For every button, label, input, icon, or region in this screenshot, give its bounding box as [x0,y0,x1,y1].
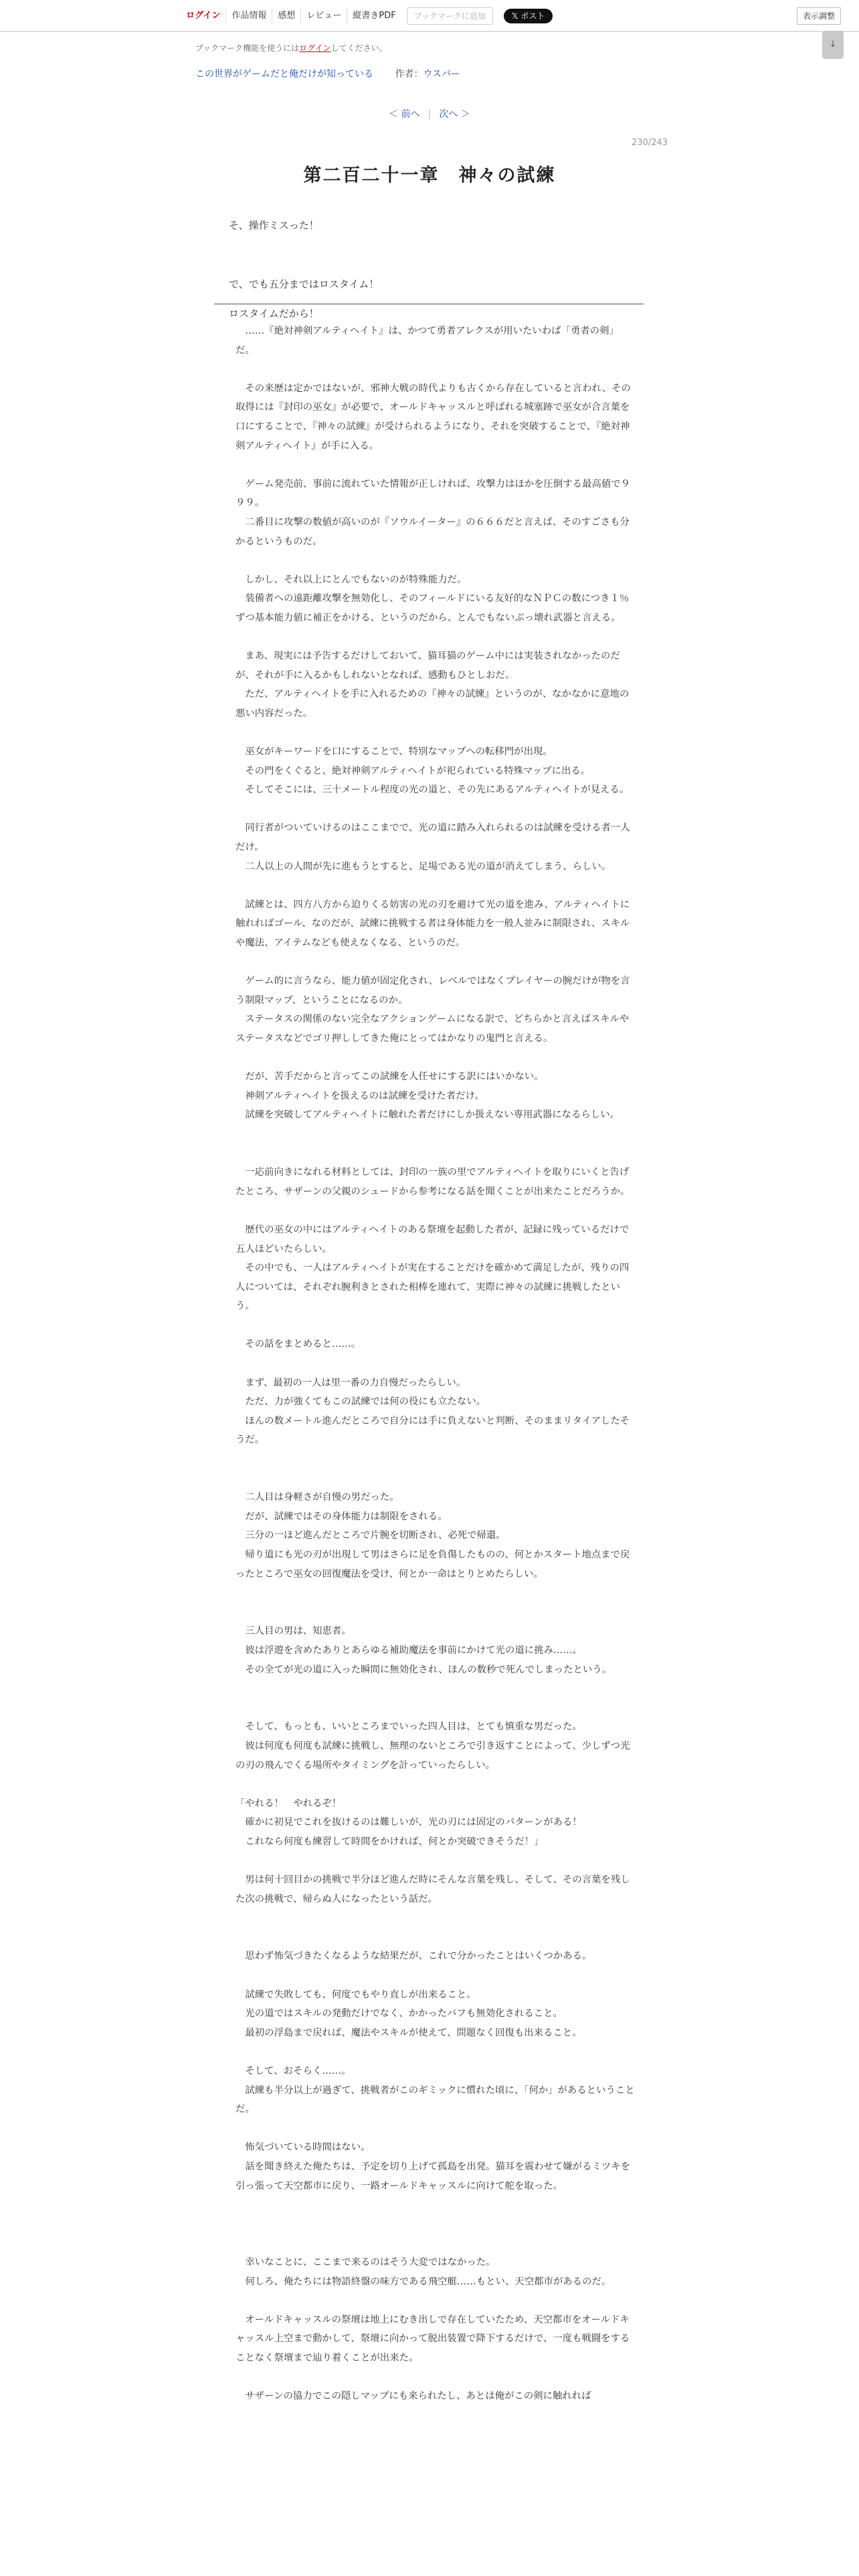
body-line: 帰り道にも光の刃が出現して男はさらに足を負傷したものの、何とかスタート地点まで戻ったところで巫女の回復魔法を受け、何とか一命はとりとめたらしい。 [235,1549,630,1580]
prev-episode-link[interactable]: ＜ 前へ [389,109,420,120]
body-line [235,2119,637,2139]
body-line [235,1775,637,1794]
episode-counter: 230/243 [632,138,668,148]
body-line: まあ、現実には予告するだけしておいて、猫耳猫のゲーム中には実装されなかったのだが、それが手に入るかもしれないとなれば、感動もひとしおだ。 [235,651,620,681]
body-line [235,1679,637,1699]
body-line: 歴代の巫女の中にはアルティヘイトのある祭壇を起動した者が、記録に残っているだけで五人ほどいたらしい。 [235,1224,630,1255]
body-line [235,1354,637,1374]
body-line [235,2234,637,2253]
vertical-pdf-link[interactable]: 縦書きPDF [347,8,401,24]
body-line [235,1966,637,1985]
scroll-down-icon[interactable]: ↓ [822,31,844,59]
body-line: ただ、力が強くてもこの試練では何の役にも立たない。 [235,1396,486,1408]
body-line [235,455,637,475]
body-line: 「やれる！ やれるぞ！ [235,1798,342,1809]
preface-line: そ、操作ミスった！ [229,219,319,231]
body-line [235,1450,637,1469]
body-line: 二番目に攻撃の数値が高いのが『ソウルイーター』の６６６だと言えば、そのすごさも分かるというものだ。 [235,516,630,547]
body-line [235,1201,637,1220]
body-line: ゲーム的に言うなら、能力値が固定化され、レベルではなくプレイヤーの腕だけが物を言う制限マップ、ということになるのか。 [235,976,630,1006]
body-line: 同行者がついていけるのはここまでで、光の道に踏み入れられるのは試練を受ける者一人だけ。 [235,823,630,853]
top-bar [0,0,859,32]
work-info-link[interactable]: 作品情報 [225,8,272,24]
body-line [235,1699,637,1718]
chapter-title: 第二百二十一章 神々の試練 [303,165,556,186]
body-line [235,953,637,972]
body-line: 二人以上の人間が先に進もうとすると、足場である光の道が消えてしまう、らしい。 [235,861,611,872]
body-line: 何しろ、俺たちには物語終盤の味方である飛空艇……もとい、天空都市があるのだ。 [235,2276,611,2287]
body-line [235,2195,637,2215]
body-line: サザーンの協力でこの隠しマップにも来られたし、あとは俺がこの剣に触れれば [235,2391,591,2402]
body-line: 試練とは、四方八方から迫りくる妨害の光の刃を避けて光の道を進み、アルティヘイトに触れればゴール、なのだが、試練に挑戦する者は身体能力を一般人並みに制限され、スキルや魔法、アイテムなども使えなくなる、というのだ。 [235,899,630,948]
body-line: 試練で失敗しても、何度でもやり直しが出来ること。 [235,1989,476,2000]
body-line: 装備者への遠距離攻撃を無効化し、そのフィールドにいる友好的なＮＰＣの数につき１％ずつ基本能力値に補正をかける、というのだから、とんでもないぶっ壊れ武器と言える。 [235,593,630,623]
body-line: だが、苦手だからと言ってこの試練を人任せにする訳にはいかない。 [235,1071,544,1083]
body-line: その中でも、一人はアルティヘイトが実在することだけを確かめて満足したが、残りの四人については、それぞれ腕利きとされた相棒を連れて、実際に神々の試練に挑戦したという。 [235,1263,630,1312]
body-line [235,1584,637,1603]
body-line [235,1469,637,1489]
body-line [235,2215,637,2234]
preface-text [229,206,630,334]
chapter-body [235,322,637,2406]
body-line: 神剣アルティヘイトを扱えるのは試練を受けた者だけ。 [235,1090,484,1101]
body-line [235,876,637,895]
body-line [235,1125,637,1144]
body-line: 怖気づいている時間はない。 [235,2142,371,2153]
body-line [235,1144,637,1164]
episode-pager [0,107,859,120]
login-link[interactable]: ログイン [186,11,221,21]
body-line: そして、もっとも、いいところまでいった四人目は、とても慎重な男だった。 [235,1721,582,1733]
body-line [235,551,637,570]
body-line: そしてそこには、三十メートル程度の光の道と、その先にあるアルティヘイトが見える。 [235,784,630,796]
body-line: ゲーム発売前、事前に流れていた情報が正しければ、攻撃力はほかを圧倒する最高値で９９９。 [235,478,631,509]
body-line [235,1909,637,1928]
impressions-link[interactable]: 感想 [272,8,300,24]
body-line [235,360,637,379]
global-nav [181,7,553,25]
body-line: ほんの数メートル進んだところで自分には手に負えないと判断、そのままリタイアしたそうだ。 [235,1415,630,1446]
body-line: ただ、アルティヘイトを手に入れるための『神々の試練』というのが、なかなかに意地の悪い内容だった。 [235,689,630,719]
pager-divider: | [427,109,432,120]
body-line: その門をくぐると、絶対神剣アルティヘイトが祀られている特殊マップに出る。 [235,765,591,776]
body-line: 光の道ではスキルの発動だけでなく、かかったバフも無効化されること。 [235,2008,563,2020]
preface-line: ロスタイムだから！ [229,308,319,320]
body-line: 思わず怖気づきたくなるような結果だが、これで分かったことはいくつかある。 [235,1951,592,1962]
body-line: ……『絶対神剣アルティヘイト』は、かつて勇者アレクスが用いたいわば「勇者の剣」だ。 [235,326,619,356]
body-line: オールドキャッスルの祭壇は地上にむき出しで存在していたため、天空都市をオールドキャッスル上空まで動かして、祭壇に向かって脱出装置で降下するだけで、一度も戦闘をすることなく祭壇まで辿り着くことが出来た。 [235,2314,630,2363]
body-line: 試練を突破してアルティヘイトに触れた者だけにしか扱えない専用武器になるらしい。 [235,1109,619,1121]
body-line: だが、試練ではその身体能力は制限をされる。 [235,1511,448,1522]
body-line: これなら何度も練習して時間をかければ、何とか突破できそうだ！」 [235,1836,544,1847]
author-label: 作者： [395,69,423,80]
notice-prefix: ブックマーク機能を使うには [195,43,300,53]
body-line: 三人目の男は、知恵者。 [235,1626,351,1637]
body-line: 巫女がキーワードを口にすることで、特別なマップへの転移門が出現。 [235,746,553,758]
body-line [235,1852,637,1871]
body-line: 最初の浮島まで戻れば、魔法やスキルが使えて、問題なく回復も出来ること。 [235,2027,582,2038]
body-line: 男は何十回目かの挑戦で半分ほど進んだ時にそんな言葉を残し、そして、その言葉を残した次の挑戦で、帰らぬ人になったという話だ。 [235,1874,630,1905]
display-settings-button[interactable]: 表示調整 [797,7,841,25]
notice-suffix: してください。 [330,43,387,53]
body-line: 幸いなことに、ここまで来るのはそう大変ではなかった。 [235,2256,496,2268]
notice-login-link[interactable]: ログイン [299,43,331,53]
body-line [235,1928,637,1947]
body-line: その全てが光の道に入った瞬間に無効化され、ほんの数秒で死んでしまったという。 [235,1664,612,1675]
body-line: まず、最初の一人は里一番の力自慢だったらしい。 [235,1377,466,1388]
body-line [235,628,637,647]
review-link[interactable]: レビュー [300,8,347,24]
series-info [195,67,460,80]
body-line [235,2291,637,2311]
preface-line: で、でも五分まではロスタイム！ [229,278,379,290]
next-episode-link[interactable]: 次へ ＞ [439,109,470,120]
preface-line [229,245,630,265]
body-line: 確かに初見でこれを抜けるのは難しいが、光の刃には固定のパターンがある！ [235,1817,582,1828]
body-line: 話を聞き終えた俺たちは、予定を切り上げて孤島を出発。猫耳を震わせて嫌がるミツキを引っ張って天空都市に戻り、一路オールドキャッスルに向けて舵を取った。 [235,2161,631,2191]
body-line [235,2042,637,2062]
body-line [235,2368,637,2387]
body-line: 二人目は身軽さが自慢の男だった。 [235,1492,399,1503]
body-line [235,1049,637,1068]
body-line [235,1603,637,1622]
body-line: 彼は何度も何度も試練に挑戦し、無理のないところで引き返すことによって、少しずつ光の刃の飛んでくる場所やタイミングを計っていったらしい。 [235,1740,630,1771]
author-link[interactable]: ウスバー [423,69,461,80]
preface-divider [214,303,644,305]
body-line: しかし、それ以上にとんでもないのが特殊能力だ。 [235,574,467,585]
body-line: 彼は浮遊を含めたありとあらゆる補助魔法を事前にかけて光の道に挑み……。 [235,1644,583,1656]
body-line [235,800,637,819]
body-line [235,1316,637,1335]
body-line [235,723,637,742]
series-title-link[interactable]: この世界がゲームだと俺だけが知っている [195,69,373,80]
body-line: ステータスの関係のない完全なアクションゲームになる訳で、どちらかと言えばスキルやステータスなどでゴリ押ししてきた俺にとってはかなりの鬼門と言える。 [235,1014,630,1044]
x-share-button[interactable]: 𝕏 ポスト [504,9,553,23]
body-line: そして、おそらく……。 [235,2066,351,2077]
bookmark-notice [195,42,387,53]
add-bookmark-button[interactable]: ブックマークに追加 [407,7,493,25]
body-line: 一応前向きになれる材料としては、封印の一族の里でアルティヘイトを取りにいくと告げたところ、サザーンの父親のシュードから参考になる話を聞くことが出来たことだろうか。 [235,1167,630,1197]
body-line: 三分の一ほど進んだところで片腕を切断され、必死で帰還。 [235,1530,506,1541]
body-line: その来歴は定かではないが、邪神大戦の時代よりも古くから存在していると言われ、その取得には『封印の巫女』が必要で、オールドキャッスルと呼ばれる城塞跡で巫女が合言葉を口にすることで、『神々の試練』が受けられるようになり、それを突破することで、『絶対神剣アルティヘイト』が手に入る。 [235,383,631,451]
body-line: その話をまとめると……。 [235,1339,361,1350]
body-line: 試練も半分以上が過ぎて、挑戦者がこのギミックに慣れた頃に、「何か」があるということだ。 [235,2084,635,2115]
